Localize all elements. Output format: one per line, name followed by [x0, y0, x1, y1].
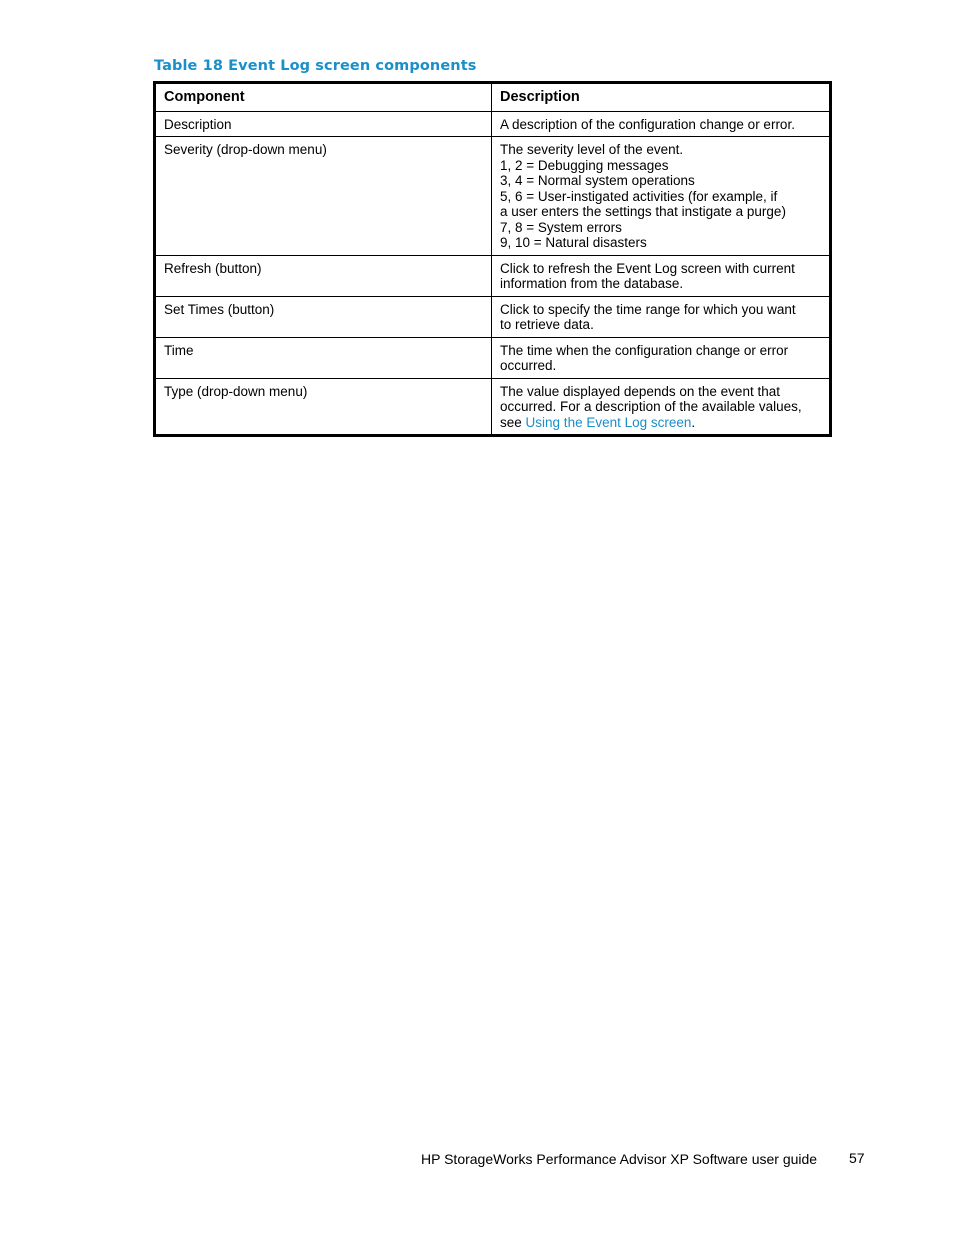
- footer-document-title: HP StorageWorks Performance Advisor XP Software user guide: [421, 1151, 818, 1167]
- link-prefix: see: [500, 414, 526, 430]
- description-line: The time when the configuration change or error: [500, 342, 789, 358]
- component-cell: Type (drop-down menu): [155, 378, 492, 436]
- description-line: occurred. For a description of the available values,: [500, 399, 802, 414]
- table-caption: Table 18 Event Log screen components: [154, 58, 477, 74]
- event-log-components-table: [153, 81, 832, 437]
- column-header-description: Description: [492, 83, 831, 112]
- description-line: Click to refresh the Event Log screen with current: [500, 260, 795, 276]
- table-row: [155, 378, 831, 436]
- table-row: [155, 296, 831, 337]
- description-line: information from the database.: [500, 276, 684, 291]
- table-row: [155, 255, 831, 296]
- description-line: A description of the configuration change or error.: [500, 116, 795, 132]
- description-cell: [492, 378, 831, 436]
- description-cell: [492, 137, 831, 256]
- component-cell: Description: [155, 111, 492, 137]
- description-line: 3, 4 = Normal system operations: [500, 173, 695, 188]
- description-line: The value displayed depends on the event that: [500, 383, 780, 399]
- table-header-row: [155, 83, 831, 112]
- description-line: a user enters the settings that instigate a purge): [500, 204, 786, 219]
- column-header-component: Component: [155, 83, 492, 112]
- description-line: The severity level of the event.: [500, 142, 684, 157]
- description-line: Click to specify the time range for which you want: [500, 301, 796, 317]
- description-line-with-link: [500, 415, 822, 431]
- description-line: to retrieve data.: [500, 317, 594, 332]
- link-suffix: .: [691, 414, 696, 430]
- table-row: [155, 137, 831, 256]
- description-cell: [492, 296, 831, 337]
- description-line: 1, 2 = Debugging messages: [500, 157, 669, 173]
- description-line: 9, 10 = Natural disasters: [500, 235, 647, 250]
- using-event-log-screen-link[interactable]: Using the Event Log screen: [525, 414, 692, 430]
- component-cell: Time: [155, 337, 492, 378]
- description-line: 5, 6 = User-instigated activities (for example, if: [500, 188, 778, 204]
- description-cell: [492, 337, 831, 378]
- description-cell: [492, 111, 831, 137]
- description-cell: [492, 255, 831, 296]
- component-cell: Set Times (button): [155, 296, 492, 337]
- description-line: 7, 8 = System errors: [500, 219, 622, 235]
- component-cell: Severity (drop-down menu): [155, 137, 492, 256]
- component-cell: Refresh (button): [155, 255, 492, 296]
- table-row: [155, 337, 831, 378]
- table-row: [155, 111, 831, 137]
- description-line: occurred.: [500, 358, 557, 373]
- footer-page-number: 57: [849, 1150, 865, 1166]
